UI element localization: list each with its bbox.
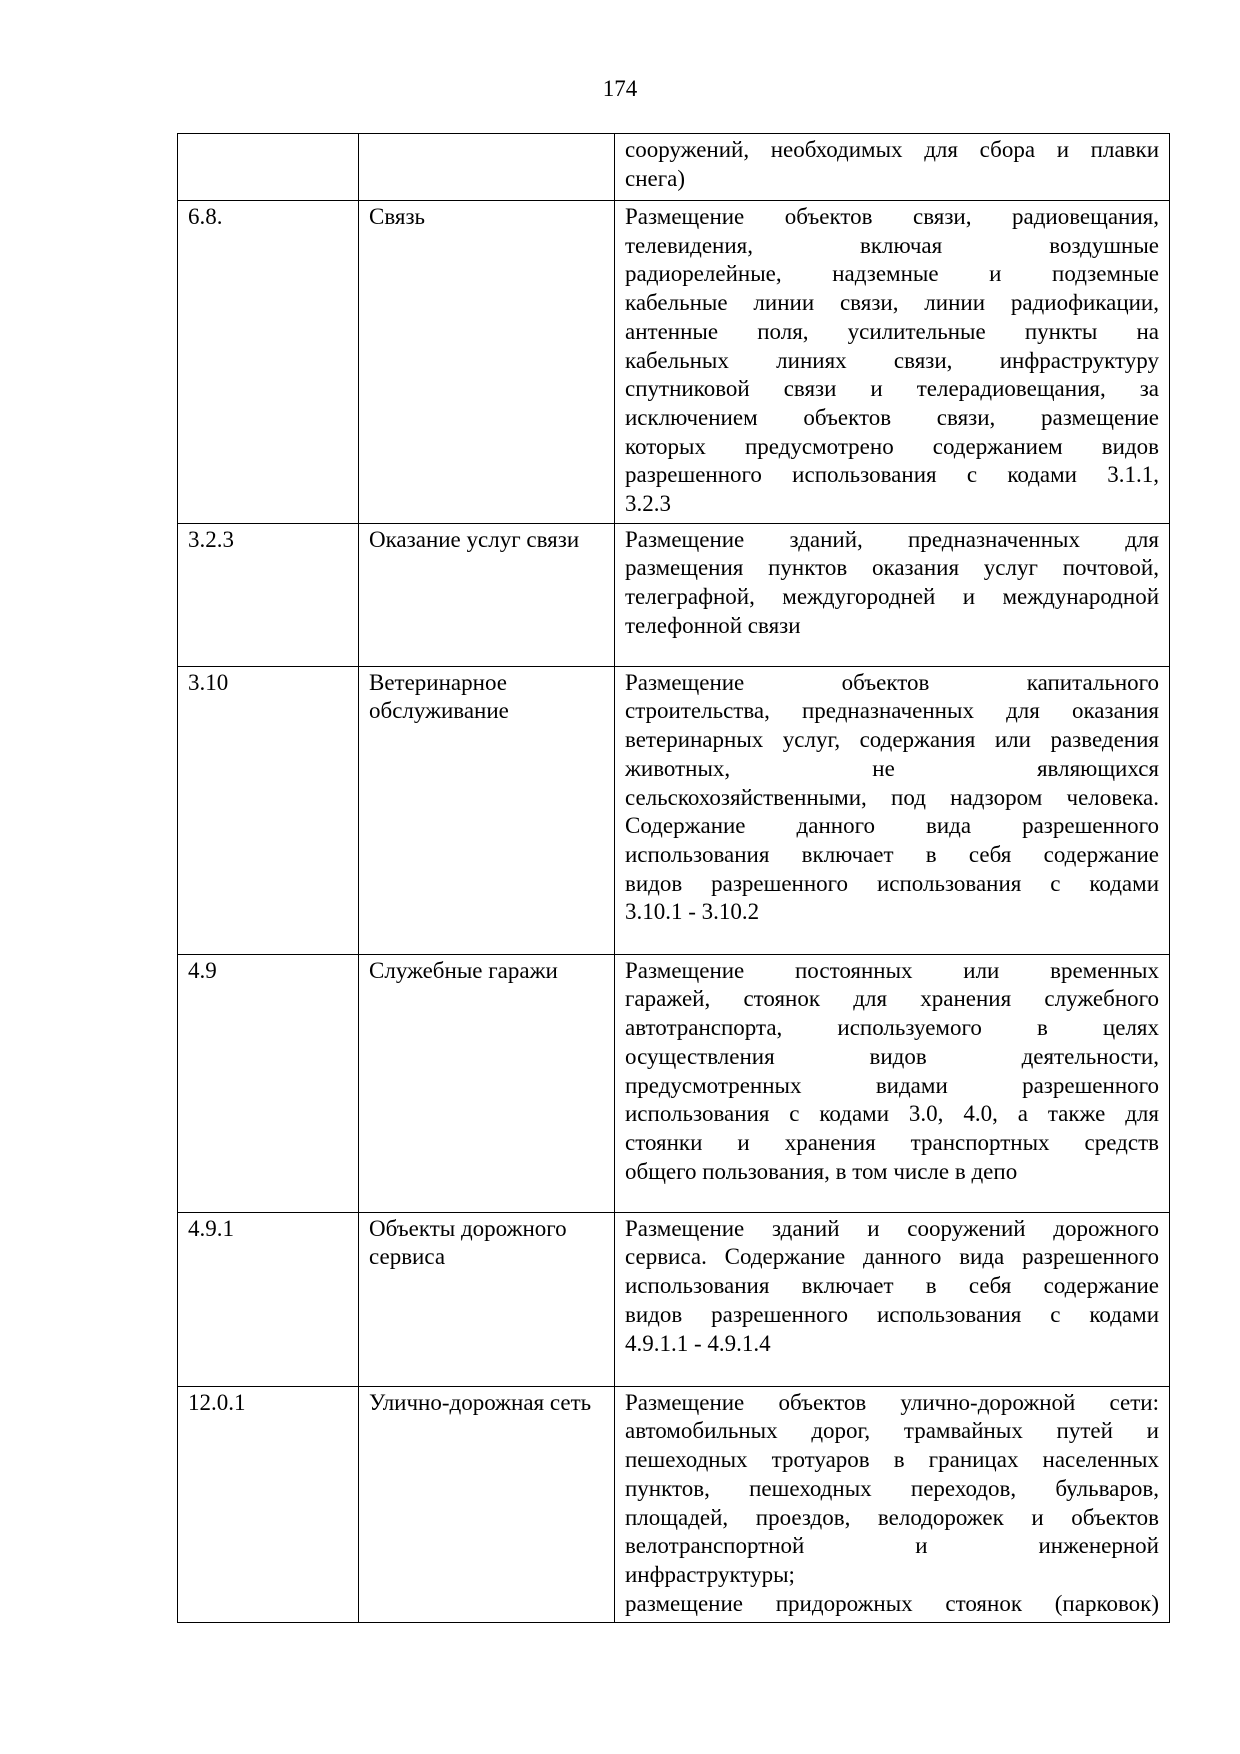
description-line: Содержание данного вида разрешенного [625, 813, 1159, 839]
description-line: спутниковой связи и телерадиовещания, за [625, 376, 1159, 402]
description-line: кабельные линии связи, линии радиофикации, [625, 290, 1159, 316]
description-line: видов разрешенного использования с кодами [625, 870, 1159, 896]
code-cell: 3.10 [178, 666, 359, 954]
description-line: снега) [625, 165, 686, 191]
description-line: Размещение зданий и сооружений дорожного [625, 1215, 1159, 1241]
description-line: велотранспортной и инженерной [625, 1533, 1159, 1559]
description-line: телеграфной, междугородней и международной [625, 584, 1159, 610]
description-line: 3.2.3 [625, 491, 671, 517]
table-row [178, 201, 1170, 524]
code-cell: 4.9.1 [178, 1212, 359, 1386]
description-line: осуществления видов деятельности, [625, 1043, 1159, 1069]
description-line: животных, не являющихся [625, 755, 1159, 781]
code-cell: 6.8. [178, 201, 359, 524]
description-line: размещения пунктов оказания услуг почтовой, [625, 555, 1159, 581]
table-row [178, 134, 1170, 201]
description-line: использования включает в себя содержание [625, 841, 1159, 867]
description-line: ветеринарных услуг, содержания или разведения [625, 727, 1159, 753]
description-line: пунктов, пешеходных переходов, бульваров, [625, 1475, 1159, 1501]
description-cell [615, 1212, 1170, 1386]
description-line: кабельных линиях связи, инфраструктуру [625, 347, 1159, 373]
description-line: сервиса. Содержание данного вида разрешенного [625, 1244, 1159, 1270]
land-use-table [177, 133, 1170, 1623]
description-line: использования с кодами 3.0, 4.0, а также для [625, 1101, 1159, 1127]
description-line: телевидения, включая воздушные [625, 232, 1159, 258]
code-cell: 12.0.1 [178, 1386, 359, 1623]
description-line: видов разрешенного использования с кодами [625, 1301, 1159, 1327]
description-line: 3.10.1 - 3.10.2 [625, 899, 760, 925]
description-line: сооружений, необходимых для сбора и плавки [625, 137, 1159, 162]
description-cell [615, 1386, 1170, 1623]
description-line: площадей, проездов, велодорожек и объектов [625, 1504, 1159, 1530]
name-cell: Улично-дорожная сеть [359, 1386, 615, 1623]
description-line: размещение придорожных стоянок (парковок) [625, 1590, 1159, 1616]
description-line: антенные поля, усилительные пункты на [625, 318, 1159, 344]
table-row [178, 523, 1170, 666]
name-cell: Служебные гаражи [359, 954, 615, 1212]
description-line: Размещение постоянных или временных [625, 957, 1159, 983]
page-number: 174 [602, 76, 638, 101]
description-line: гаражей, стоянок для хранения служебного [625, 986, 1159, 1012]
description-line: инфраструктуры; [625, 1561, 795, 1587]
description-line: автотранспорта, используемого в целях [625, 1015, 1159, 1041]
name-cell: Оказание услуг связи [359, 523, 615, 666]
description-line: использования включает в себя содержание [625, 1273, 1159, 1299]
description-cell [615, 134, 1170, 201]
description-line: 4.9.1.1 - 4.9.1.4 [625, 1330, 771, 1356]
description-line: исключением объектов связи, размещение [625, 404, 1159, 430]
description-cell [615, 954, 1170, 1212]
description-line: пешеходных тротуаров в границах населенных [625, 1447, 1159, 1473]
description-line: телефонной связи [625, 612, 801, 638]
name-cell: Ветеринарное обслуживание [359, 666, 615, 954]
description-cell [615, 201, 1170, 524]
description-line: Размещение объектов связи, радиовещания, [625, 204, 1159, 229]
table-row [178, 954, 1170, 1212]
table-row [178, 1212, 1170, 1386]
description-line: общего пользования, в том числе в депо [625, 1158, 1018, 1184]
description-line: стоянки и хранения транспортных средств [625, 1129, 1159, 1155]
description-line: Размещение зданий, предназначенных для [625, 526, 1159, 552]
description-line: разрешенного использования с кодами 3.1.1, [625, 462, 1159, 488]
name-cell: Связь [359, 201, 615, 524]
table-row [178, 666, 1170, 954]
name-cell: Объекты дорожного сервиса [359, 1212, 615, 1386]
description-line: радиорелейные, надземные и подземные [625, 261, 1159, 287]
description-line: Размещение объектов улично-дорожной сети: [625, 1389, 1159, 1415]
description-line: сельскохозяйственными, под надзором человека. [625, 784, 1159, 810]
description-line: автомобильных дорог, трамвайных путей и [625, 1418, 1159, 1444]
description-line: предусмотренных видами разрешенного [625, 1072, 1159, 1098]
code-cell [178, 134, 359, 201]
description-cell [615, 523, 1170, 666]
description-line: которых предусмотрено содержанием видов [625, 433, 1159, 459]
name-cell [359, 134, 615, 201]
description-line: Размещение объектов капитального [625, 669, 1159, 695]
code-cell: 3.2.3 [178, 523, 359, 666]
description-line: строительства, предназначенных для оказания [625, 698, 1159, 724]
table-row [178, 1386, 1170, 1623]
code-cell: 4.9 [178, 954, 359, 1212]
description-cell [615, 666, 1170, 954]
